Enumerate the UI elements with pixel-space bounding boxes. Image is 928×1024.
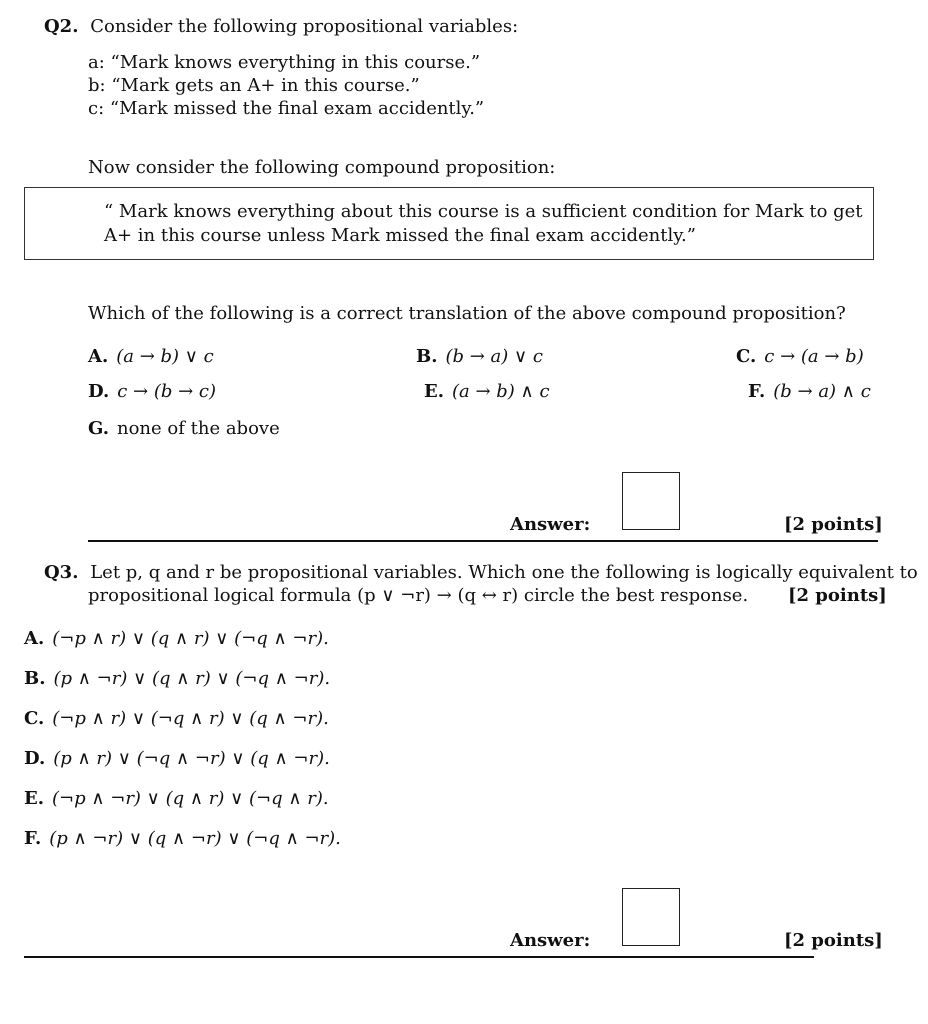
option-letter: C. (24, 708, 45, 729)
q3-label: Q3. (44, 562, 79, 583)
q3-option-d[interactable] (24, 748, 330, 769)
q2-option-a[interactable] (88, 346, 214, 367)
q3-option-a[interactable] (24, 628, 329, 649)
q3-answer-label: Answer: (510, 930, 591, 951)
q2-answer-rule (88, 540, 878, 542)
variable-name: c: (88, 98, 105, 119)
variable-name: b: (88, 75, 106, 96)
option-text: (b → a) ∨ c (445, 346, 544, 367)
q3-answer-box[interactable] (622, 888, 680, 946)
option-text: (¬p ∧ ¬r) ∨ (q ∧ r) ∨ (¬q ∧ r). (52, 788, 329, 809)
option-letter: E. (424, 381, 444, 402)
variable-text: “Mark gets an A+ in this course.” (111, 75, 420, 96)
q3-option-f[interactable] (24, 828, 341, 849)
quote-text: “ Mark knows everything about this course is a sufficient condition for Mark to get A+ in this course unless Mark missed the final exam accidently.” (104, 201, 863, 246)
q3-header (44, 562, 918, 583)
q2-answer-box[interactable] (622, 472, 680, 530)
q3-option-b[interactable] (24, 668, 330, 689)
q2-option-c[interactable] (736, 346, 864, 367)
option-text: none of the above (117, 418, 280, 439)
option-letter: B. (416, 346, 438, 367)
q3-question-line2: propositional logical formula (p ∨ ¬r) → (q ↔ r) circle the best response. (88, 585, 749, 606)
option-letter: A. (88, 346, 109, 367)
q2-option-f[interactable] (748, 381, 871, 402)
q3-option-c[interactable] (24, 708, 329, 729)
q2-points: [2 points] (784, 514, 883, 535)
q2-variable-b (88, 75, 420, 96)
option-letter: F. (748, 381, 766, 402)
q2-option-d[interactable] (88, 381, 216, 402)
option-letter: F. (24, 828, 42, 849)
q3-points-inline: [2 points] (788, 585, 887, 606)
variable-text: “Mark missed the final exam accidently.” (109, 98, 485, 119)
option-letter: A. (24, 628, 45, 649)
q2-option-b[interactable] (416, 346, 543, 367)
q2-option-g[interactable] (88, 418, 280, 439)
variable-text: “Mark knows everything in this course.” (110, 52, 481, 73)
option-text: (p ∧ ¬r) ∨ (q ∧ ¬r) ∨ (¬q ∧ ¬r). (49, 828, 341, 849)
option-text: (p ∧ r) ∨ (¬q ∧ ¬r) ∨ (q ∧ ¬r). (53, 748, 330, 769)
option-letter: G. (88, 418, 109, 439)
option-text: (a → b) ∨ c (116, 346, 214, 367)
option-text: c → (a → b) (764, 346, 864, 367)
q2-label: Q2. (44, 16, 79, 37)
option-letter: D. (88, 381, 110, 402)
option-letter: E. (24, 788, 44, 809)
q3-option-e[interactable] (24, 788, 329, 809)
q2-header (44, 16, 518, 37)
q2-variable-c (88, 98, 484, 119)
q2-answer-label: Answer: (510, 514, 591, 535)
option-letter: B. (24, 668, 46, 689)
q3-question-line1: Let p, q and r be propositional variables. Which one the following is logically equivalent to (90, 562, 918, 583)
q2-compound-intro: Now consider the following compound proposition: (88, 157, 556, 178)
q2-intro: Consider the following propositional variables: (90, 16, 519, 37)
q2-option-e[interactable] (424, 381, 550, 402)
option-text: (p ∧ ¬r) ∨ (q ∧ r) ∨ (¬q ∧ ¬r). (53, 668, 331, 689)
option-text: (¬p ∧ r) ∨ (¬q ∧ r) ∨ (q ∧ ¬r). (52, 708, 329, 729)
option-text: c → (b → c) (117, 381, 217, 402)
q3-points: [2 points] (784, 930, 883, 951)
option-text: (a → b) ∧ c (452, 381, 550, 402)
q2-question: Which of the following is a correct translation of the above compound proposition? (88, 303, 846, 324)
option-letter: C. (736, 346, 757, 367)
variable-name: a: (88, 52, 105, 73)
option-text: (b → a) ∧ c (773, 381, 871, 402)
option-text: (¬p ∧ r) ∨ (q ∧ r) ∨ (¬q ∧ ¬r). (52, 628, 329, 649)
option-letter: D. (24, 748, 46, 769)
q3-answer-rule (24, 956, 814, 958)
q2-variable-a (88, 52, 480, 73)
